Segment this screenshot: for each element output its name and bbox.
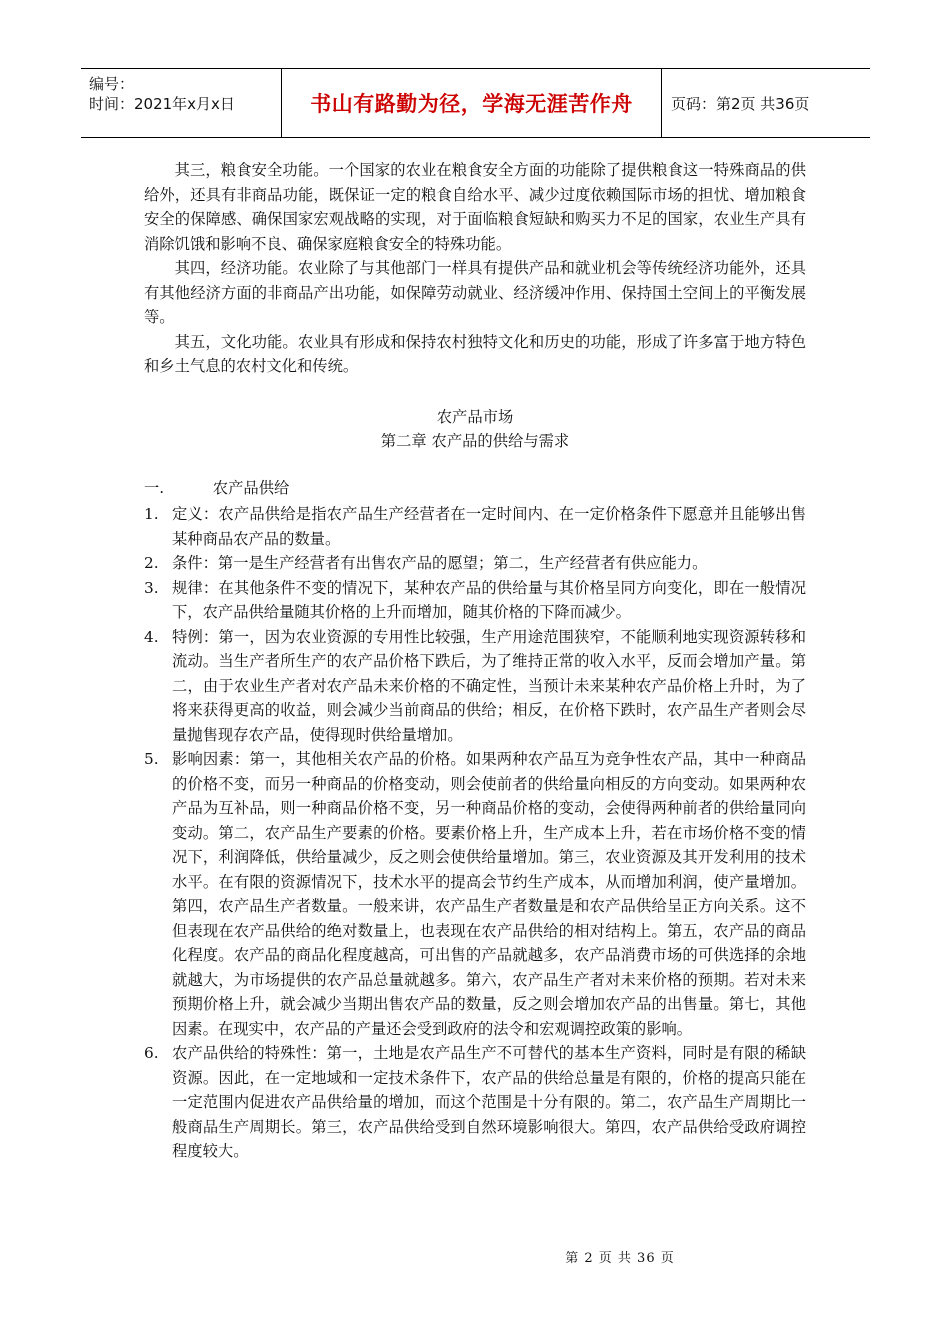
list-item-number: 5. bbox=[144, 750, 159, 768]
list-item-text: 规律：在其他条件不变的情况下，某种农产品的供给量与其价格呈同方向变化，即在一般情况下，农产品供给量随其价格的上升而增加，随其价格的下降而减少。 bbox=[172, 578, 806, 621]
paragraph: 其三，粮食安全功能。一个国家的农业在粮食安全方面的功能除了提供粮食这一特殊商品的供给外，还具有非商品功能，既保证一定的粮食自给水平、减少过度依赖国际市场的担忧、增加粮食安全的保障感、确保国家宏观战略的实现，对于面临粮食短缺和购买力不足的国家，农业生产具有消除饥饿和影响不良、确保家庭粮食安全的特殊功能。 bbox=[144, 161, 806, 253]
section-heading bbox=[144, 476, 806, 501]
part-title: 农产品市场 bbox=[436, 407, 514, 426]
list-item-text: 特例：第一，因为农业资源的专用性比较强，生产用途范围狭窄，不能顺利地实现资源转移和流动。当生产者所生产的农产品价格下跌后，为了维持正常的收入水平，反而会增加产量。第二，由于农业生产者对农产品未来价格的不确定性，当预计未来某种农产品价格上升时，为了将来获得更高的收益，则会减少当前商品的供给；相反，在价格下跌时，农产品生产者则会尽量抛售现存农产品，使得现时供给量增加。 bbox=[172, 627, 806, 744]
header-table bbox=[81, 68, 870, 138]
list-item-number: 4. bbox=[144, 627, 159, 646]
list-item bbox=[144, 625, 806, 748]
section-title: 农产品供给 bbox=[212, 478, 290, 497]
list-item bbox=[144, 502, 806, 551]
header-meta bbox=[81, 69, 281, 137]
page-footer: 第 2 页 共 36 页 bbox=[565, 1251, 675, 1266]
date-label: 时间：2021年x月x日 bbox=[89, 95, 235, 113]
list-item bbox=[144, 551, 806, 576]
list-item-text: 农产品供给的特殊性：第一，土地是农产品生产不可替代的基本生产资料，同时是有限的稀缺资源。因此，在一定地域和一定技术条件下，农产品的供给总量是有限的，价格的提高只能在一定范围内促进农产品供给量的增加，而这个范围是十分有限的。第二，农产品生产周期比一般商品生产周期长。第三，农产品供给受到自然环境影响很大。第四，农产品供给受政府调控程度较大。 bbox=[172, 1044, 806, 1160]
list-item-number: 3. bbox=[144, 578, 159, 597]
list-item-number: 2. bbox=[144, 554, 159, 572]
list-item-text: 影响因素：第一，其他相关农产品的价格。如果两种农产品互为竞争性农产品，其中一种商品的价格不变，而另一种商品的价格变动，则会使前者的供给量向相反的方向变动。如果两种农产品为互补品，则一种商品价格不变，另一种商品价格的变动，会使得两种前者的供给量同向变动。第二，农产品生产要素的价格。要素价格上升，生产成本上升，若在市场价格不变的情况下，利润降低，供给量减少，反之则会使供给量增加。第三，农业资源及其开发利用的技术水平。在有限的资源情况下，技术水平的提高会节约生产成本，从而增加利润，使产量增加。第四，农产品生产者数量。一般来讲，农产品生产者数量是和农产品供给呈正方向关系。这不但表现在农产品供给的绝对数量上，也表现在农产品供给的相对结构上。第五，农产品的商品化程度。农产品的商品化程度越高，可出售的产品就越多，农产品消费市场的可供选择的余地就越大，为市场提供的农产品总量就越多。第六，农产品生产者对未来价格的预期。若对未来预期价格上升，就会减少当期出售农产品的数量，反之则会增加农产品的出售量。第七，其他因素。在现实中，农产品的产量还会受到政府的法令和宏观调控政策的影响。 bbox=[172, 750, 806, 1038]
header-motto: 书山有路勤为径，学海无涯苦作舟 bbox=[310, 92, 633, 116]
list-item-text: 定义：农产品供给是指农产品生产经营者在一定时间内、在一定价格条件下愿意并且能够出售某种商品农产品的数量。 bbox=[172, 505, 806, 548]
numbered-list bbox=[144, 502, 806, 1164]
header-divider bbox=[661, 69, 662, 137]
list-item-number: 1. bbox=[144, 505, 159, 523]
section-number: 一. bbox=[144, 478, 165, 497]
chapter-title: 第二章 农产品的供给与需求 bbox=[380, 432, 570, 450]
serial-label: 编号： bbox=[89, 75, 135, 93]
document-body bbox=[144, 158, 806, 1164]
list-item bbox=[144, 747, 806, 1041]
list-item bbox=[144, 1041, 806, 1164]
list-item-number: 6. bbox=[144, 1044, 159, 1062]
header-page-info: 页码：第2页 共36页 bbox=[671, 94, 810, 113]
list-item-text: 条件：第一是生产经营者有出售农产品的愿望；第二，生产经营者有供应能力。 bbox=[172, 554, 708, 572]
paragraph: 其四，经济功能。农业除了与其他部门一样具有提供产品和就业机会等传统经济功能外，还具有其他经济方面的非商品产出功能，如保障劳动就业、经济缓冲作用、保持国土空间上的平衡发展等。 bbox=[144, 259, 806, 326]
paragraph: 其五，文化功能。农业具有形成和保持农村独特文化和历史的功能，形成了许多富于地方特色和乡土气息的农村文化和传统。 bbox=[144, 332, 806, 375]
list-item bbox=[144, 576, 806, 625]
